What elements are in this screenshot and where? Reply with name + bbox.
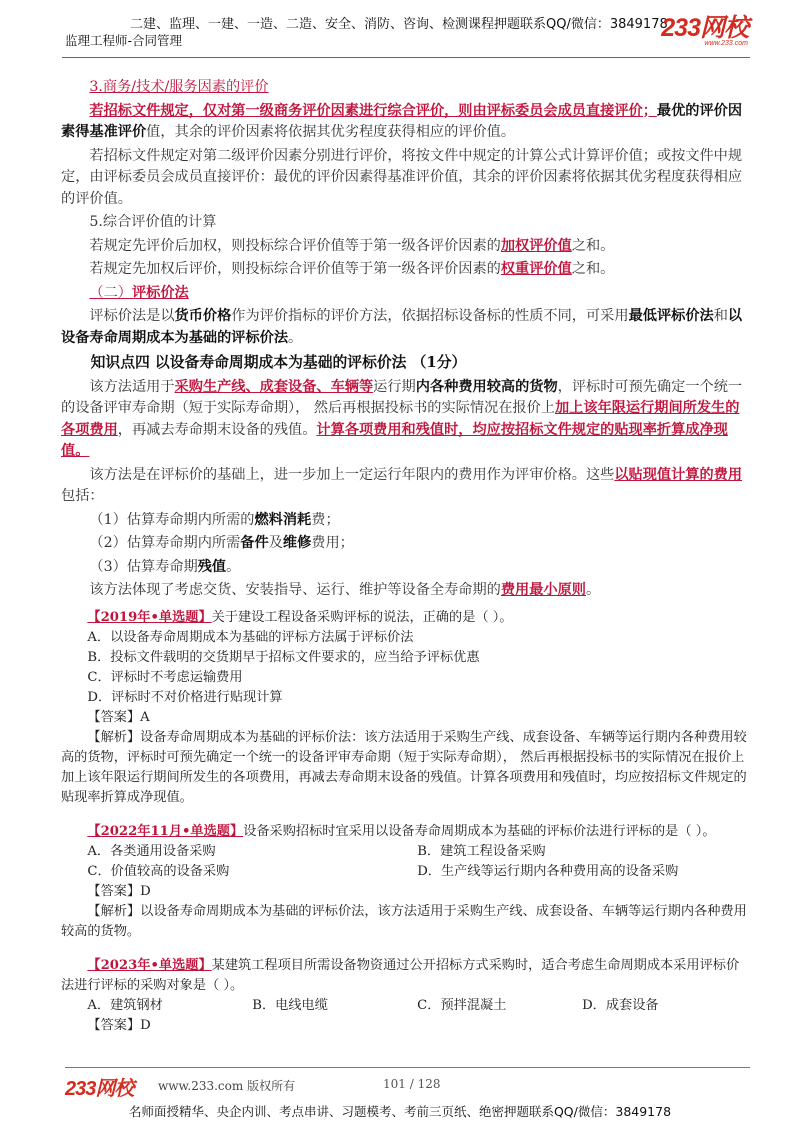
paragraph — [61, 77, 747, 99]
paragraph — [61, 580, 747, 602]
answer-option: C．价值较高的设备采购 — [87, 864, 230, 879]
question-stem — [61, 956, 747, 996]
section-heading — [61, 352, 747, 374]
highlight-text: 费用最小原则 — [500, 582, 586, 598]
footer-divider — [65, 1067, 750, 1068]
body-text: 费； — [311, 511, 340, 528]
body-text: 该方法是在评标价的基础上，进一步加上一定运行年限内的费用作为评审价格。这些 — [89, 466, 615, 483]
answer-option: D．生产线等运行期内各种费用高的设备采购 — [417, 864, 679, 879]
answer-option: B．建筑工程设备采购 — [417, 844, 546, 859]
answer-key: 【答案】D — [87, 884, 151, 899]
paragraph — [61, 146, 747, 211]
body-text: 运行期 — [373, 378, 416, 395]
paragraph — [61, 510, 747, 532]
footer-logo: 233网校 — [65, 1078, 134, 1100]
highlight-text: 加上该年限运行期间所发生的各项费用 — [61, 400, 740, 438]
answer-option: B．电线电缆 — [252, 998, 328, 1013]
body-text: 若规定先评价后加权，则投标综合评价值等于第一级各评价因素的 — [89, 237, 501, 254]
body-text: 该方法适用于 — [89, 378, 175, 395]
bold-text: 货币价格 — [174, 308, 232, 324]
bold-text: 最优的评价因素得基准评价 — [61, 102, 743, 140]
question-stem — [61, 608, 747, 628]
page-number: 101 / 128 — [383, 1077, 441, 1091]
answer-option: D．评标时不对价格进行贴现计算 — [87, 690, 283, 705]
body-text: 及 — [268, 535, 283, 551]
body-text: 包括： — [61, 488, 104, 504]
bold-text: 备件 — [240, 535, 269, 551]
body-text: ，评标时可预先确定一个统一的设备评审寿命期（短于实际寿命期）， 然后再根据投标书的实际情况在报价上 — [61, 378, 743, 416]
bold-text: 以设备寿命周期成本为基础的评标价法 — [61, 308, 743, 346]
highlight-text: 若招标文件规定，仅对第一级商务评价因素进行综合评价，则由评标委员会成员直接评价； — [89, 102, 657, 119]
answer-options — [61, 842, 747, 882]
body-text: 。 — [226, 558, 241, 575]
highlight-text: （二） — [89, 284, 132, 301]
logo-url: www.233.com — [704, 40, 748, 47]
paragraph — [61, 465, 747, 508]
body-text: 之和。 — [571, 261, 615, 277]
body-text: 。 — [585, 582, 601, 598]
paragraph — [61, 236, 747, 258]
body-text: ，再减去寿命期末设备的残值。 — [117, 421, 317, 438]
paragraph — [61, 283, 747, 305]
body-text: （1）估算寿命期内所需的 — [89, 511, 255, 528]
paragraph — [61, 557, 747, 579]
header-subject: 监理工程师-合同管理 — [65, 33, 183, 48]
header-promo: 二建、监理、一建、一造、二造、安全、消防、咨询、检测课程押题联系QQ/微信：3849178 — [130, 17, 668, 32]
answer-option: C．评标时不考虑运输费用 — [87, 670, 243, 685]
bold-text: 内各种费用较高的货物 — [415, 378, 558, 395]
answer-option: B．投标文件载明的交货期早于招标文件要求的，应当给予评标优惠 — [87, 650, 480, 665]
body-content — [61, 77, 747, 604]
bold-text: 知识点四 以设备寿命周期成本为基础的评标价法 （1分） — [90, 354, 467, 371]
body-text: 。 — [288, 329, 303, 346]
body-text: 和 — [713, 308, 728, 324]
question-block — [61, 822, 747, 942]
highlight-text: 权重评价值 — [500, 261, 572, 277]
body-text: 若规定先加权后评价，则投标综合评价值等于第一级各评价因素的 — [89, 261, 501, 277]
question-stem — [61, 822, 747, 842]
highlight-text: 评标价法 — [131, 284, 189, 301]
answer-analysis: 【解析】设备寿命周期成本为基础的评标价法：该方法适用于采购生产线、成套设备、车辆等运行期内各种费用较高的货物，评标时可预先确定一个统一的设备评审寿命期（短于实际寿命期）， 然后再根据投标书的实际情况在报价上加上该年限运行期间所发生的各项费用，再减去寿命期末设备的残值。计算各项费用和残值时，均应按招标文件规定的贴现率折算成净现值。 — [61, 730, 747, 805]
bold-text: 燃料消耗 — [254, 511, 312, 528]
bold-text: 最低评标价法 — [628, 308, 714, 324]
footer-promo: 名师面授精华、央企内训、考点串讲、习题模考、考前三页纸、绝密押题联系QQ/微信：3849178 — [128, 1104, 672, 1119]
answer-key: 【答案】A — [87, 710, 150, 725]
question-tag: 【2019年•单选题】 — [87, 610, 212, 625]
body-text: 作为评价指标的评价方法，依据招标设备标的性质不同，可采用 — [231, 308, 629, 324]
answer-option: D．成套设备 — [582, 998, 659, 1013]
bold-text: 残值 — [197, 558, 227, 575]
body-text: （2）估算寿命期内所需 — [89, 535, 241, 551]
answer-options — [61, 996, 747, 1016]
answer-option: A．以设备寿命周期成本为基础的评标方法属于评标价法 — [87, 630, 414, 645]
body-text: 若招标文件规定对第二级评价因素分别进行评价，将按文件中规定的计算公式计算评价值；或按文件中规定，由评标委员会成员直接评价：最优的评价因素得基准评价值，其余的评价因素将依据其优劣程度获得相应的评价值。 — [61, 147, 743, 207]
bold-text: 维修 — [282, 535, 312, 551]
question-tag: 【2023年•单选题】 — [87, 958, 212, 973]
question-tag: 【2022年11月•单选题】 — [87, 824, 244, 839]
paragraph — [61, 101, 747, 144]
question-text: 关于建设工程设备采购评标的说法，正确的是（ ）。 — [211, 610, 513, 625]
body-text: 5.综合评价值的计算 — [89, 214, 217, 230]
question-text: 设备采购招标时宜采用以设备寿命周期成本为基础的评标价法进行评标的是（ ）。 — [243, 824, 716, 839]
highlight-text: 以贴现值计算的费用 — [614, 466, 743, 483]
answer-analysis: 【解析】以设备寿命周期成本为基础的评标价法，该方法适用于采购生产线、成套设备、车辆等运行期内各种费用较高的货物。 — [61, 904, 747, 939]
body-text: 值，其余的评价因素将依据其优劣程度获得相应的评价值。 — [146, 124, 516, 140]
logo-text: 233网校 — [661, 14, 748, 42]
answer-option: A．建筑钢材 — [87, 998, 163, 1013]
question-block — [61, 956, 747, 1036]
highlight-text: 计算各项费用和残值时，均应按招标文件规定的贴现率折算成净现值。 — [61, 421, 728, 459]
footer-copyright: www.233.com 版权所有 — [158, 1079, 296, 1093]
highlight-text: 加权评价值 — [500, 237, 572, 254]
body-text: 费用； — [311, 535, 354, 551]
body-text: （3）估算寿命期 — [89, 558, 198, 575]
body-text: 评标价法是以 — [89, 308, 175, 324]
paragraph — [61, 377, 747, 463]
answer-option: C．预拌混凝土 — [417, 998, 507, 1013]
body-text: 之和。 — [571, 237, 615, 254]
answer-option: A．各类通用设备采购 — [87, 844, 216, 859]
body-text: 该方法体现了考虑交货、安装指导、运行、维护等设备全寿命期的 — [89, 582, 501, 598]
highlight-text: 3.商务/技术/服务因素的评价 — [89, 79, 269, 95]
paragraph — [61, 259, 747, 281]
paragraph — [61, 306, 747, 349]
answer-key: 【答案】D — [87, 1018, 151, 1033]
highlight-text: 采购生产线、成套设备、车辆等 — [174, 378, 374, 395]
practice-questions — [61, 608, 747, 1050]
brand-logo — [661, 16, 748, 47]
question-text: 某建筑工程项目所需设备物资通过公开招标方式采购时，适合考虑生命周期成本采用评标价法进行评标的采购对象是（ ）。 — [61, 958, 740, 993]
paragraph — [61, 533, 747, 555]
answer-options — [61, 628, 747, 708]
paragraph — [61, 212, 747, 234]
header-divider — [62, 57, 750, 58]
question-block — [61, 608, 747, 808]
